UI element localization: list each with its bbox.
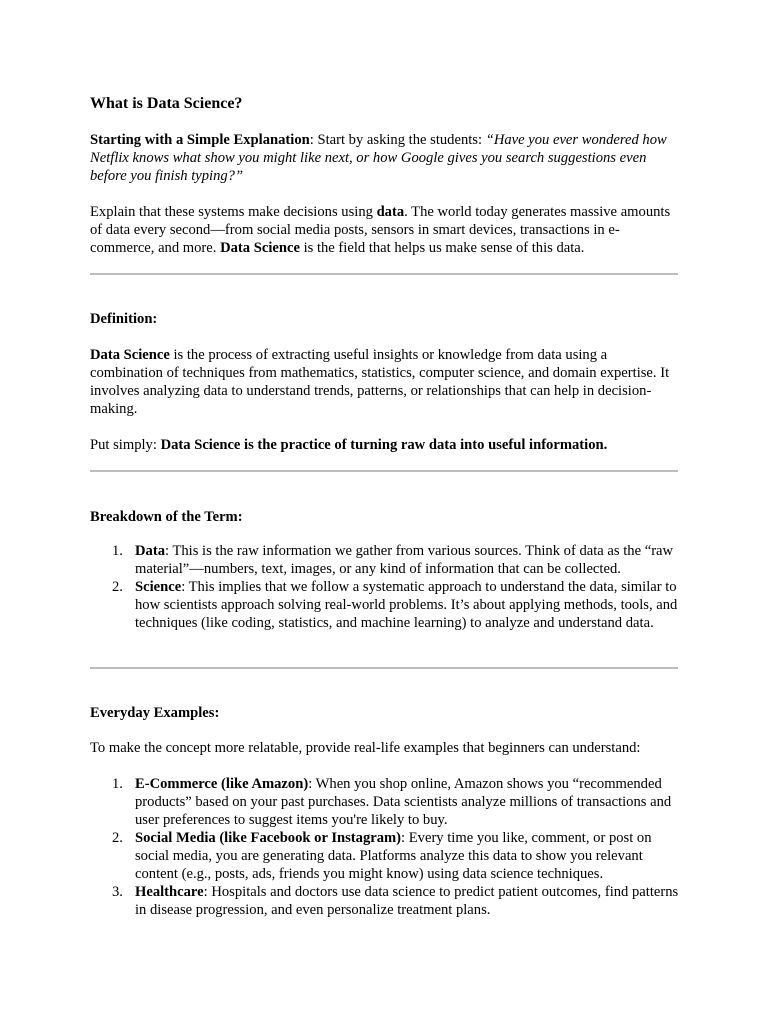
page-title: What is Data Science? bbox=[90, 95, 243, 112]
list-item-text: : Hospitals and doctors use data science to predict patient outcomes, find patterns in disease progression, and even personalize treatment plans. bbox=[135, 884, 679, 918]
explain-ds-bold: Data Science bbox=[220, 240, 300, 256]
simply-paragraph bbox=[90, 436, 680, 454]
list-item-text: : Every time you like, comment, or post on social media, you are generating data. Platforms analyze this data to show you relevant content (e.g., posts, ads, friends you might know) using data science techniques. bbox=[135, 830, 652, 882]
definition-paragraph bbox=[90, 346, 680, 418]
list-number: 3. bbox=[112, 884, 123, 900]
list-item-term: E-Commerce (like Amazon) bbox=[135, 776, 309, 792]
intro-lead-text: : Start by asking the students: bbox=[309, 132, 486, 148]
section-divider bbox=[90, 667, 678, 669]
section-divider bbox=[90, 470, 678, 472]
breakdown-heading: Breakdown of the Term: bbox=[90, 509, 243, 525]
explain-text-b: . The world today generates massive amounts of data every second—from social media posts, sensors in smart devices, transactions in e-commerce, and more. bbox=[90, 204, 671, 256]
examples-list bbox=[90, 775, 680, 919]
explain-paragraph bbox=[90, 203, 680, 257]
list-item-term: Healthcare bbox=[135, 884, 204, 900]
simply-bold: Data Science is the practice of turning raw data into useful information. bbox=[160, 437, 608, 453]
list-item bbox=[112, 883, 680, 919]
explain-text-c: is the field that helps us make sense of this data. bbox=[299, 240, 585, 256]
intro-paragraph bbox=[90, 131, 680, 185]
list-item-term: Science bbox=[135, 579, 182, 595]
list-item-text: : When you shop online, Amazon shows you “recommended products” based on your past purchases. Data scientists analyze millions of transactions and user preferences to suggest items you're likely to buy. bbox=[135, 776, 672, 828]
list-number: 2. bbox=[112, 579, 123, 595]
intro-quote: “Have you ever wondered how Netflix knows what show you might like next, or how Google gives you search suggestions even before you finish typing?” bbox=[90, 132, 667, 184]
list-item bbox=[112, 775, 680, 829]
examples-intro: To make the concept more relatable, provide real-life examples that beginners can understand: bbox=[90, 740, 641, 756]
examples-heading: Everyday Examples: bbox=[90, 705, 220, 721]
definition-text: is the process of extracting useful insights or knowledge from data using a combination of techniques from mathematics, statistics, computer science, and domain expertise. It involves analyzing data to understand trends, patterns, or relationships that can help in decision-making. bbox=[90, 347, 670, 417]
explain-text-a: Explain that these systems make decisions using bbox=[90, 204, 377, 220]
list-item-text: : This implies that we follow a systematic approach to understand the data, similar to how scientists approach solving real-world problems. It’s about applying methods, tools, and techniques (like coding, statistics, and machine learning) to analyze and understand data. bbox=[135, 579, 678, 631]
list-number: 1. bbox=[112, 776, 123, 792]
list-number: 1. bbox=[112, 543, 123, 559]
definition-heading: Definition: bbox=[90, 311, 158, 327]
list-item bbox=[112, 829, 680, 883]
breakdown-list bbox=[90, 542, 680, 632]
explain-data-bold: data bbox=[376, 204, 405, 220]
list-item bbox=[112, 542, 680, 578]
list-item bbox=[112, 578, 680, 632]
section-divider bbox=[90, 273, 678, 275]
list-item-term: Social Media (like Facebook or Instagram) bbox=[135, 830, 402, 846]
list-item-text: : This is the raw information we gather from various sources. Think of data as the “raw material”—numbers, text, images, or any kind of information that can be collected. bbox=[135, 543, 674, 577]
list-number: 2. bbox=[112, 830, 123, 846]
definition-ds-bold: Data Science bbox=[90, 347, 170, 363]
intro-lead-bold: Starting with a Simple Explanation bbox=[90, 132, 310, 148]
list-item-term: Data bbox=[135, 543, 165, 559]
simply-label: Put simply: bbox=[90, 437, 161, 453]
